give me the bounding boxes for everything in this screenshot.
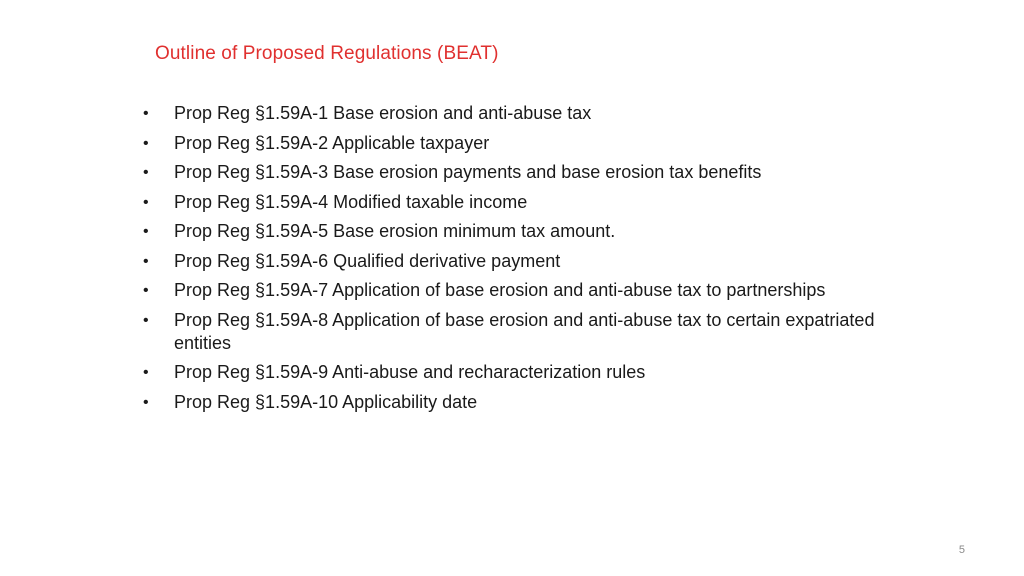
bullet-text: Prop Reg §1.59A-3 Base erosion payments and base erosion tax benefits bbox=[174, 162, 762, 182]
bullet-text: Prop Reg §1.59A-2 Applicable taxpayer bbox=[174, 132, 490, 153]
bullet-item-1 bbox=[143, 102, 903, 125]
bullet-icon: • bbox=[143, 193, 149, 211]
bullet-text: Prop Reg §1.59A-8 Application of base erosion and anti-abuse tax to certain expatriated entities bbox=[174, 309, 875, 353]
bullet-item-4 bbox=[143, 191, 903, 214]
bullet-icon: • bbox=[143, 164, 149, 181]
slide-title: Outline of Proposed Regulations (BEAT) bbox=[155, 43, 499, 64]
bullet-icon: • bbox=[143, 311, 149, 329]
bullet-icon: • bbox=[143, 252, 149, 270]
bullet-item-10 bbox=[143, 391, 903, 414]
bullet-item-5 bbox=[143, 220, 903, 243]
bullet-icon: • bbox=[143, 393, 149, 411]
bullet-text: Prop Reg §1.59A-6 Qualified derivative payment bbox=[174, 250, 561, 271]
bullet-text: Prop Reg §1.59A-4 Modified taxable income bbox=[174, 191, 528, 212]
bullet-item-2 bbox=[143, 132, 903, 155]
bullet-item-6 bbox=[143, 250, 903, 273]
bullet-text: Prop Reg §1.59A-9 Anti-abuse and recharacterization rules bbox=[174, 362, 646, 382]
bullet-text: Prop Reg §1.59A-10 Applicability date bbox=[174, 391, 478, 412]
bullet-item-8 bbox=[143, 309, 903, 355]
bullet-item-7 bbox=[143, 279, 903, 302]
slide-number: 5 bbox=[958, 544, 965, 556]
bullet-icon: • bbox=[143, 134, 149, 152]
bullet-icon: • bbox=[143, 223, 149, 240]
bullet-icon: • bbox=[143, 364, 149, 381]
bullet-icon: • bbox=[143, 105, 149, 122]
bullet-item-9 bbox=[143, 361, 903, 384]
bullet-list bbox=[143, 102, 903, 420]
bullet-text: Prop Reg §1.59A-1 Base erosion and anti-abuse tax bbox=[174, 103, 592, 123]
bullet-text: Prop Reg §1.59A-7 Application of base erosion and anti-abuse tax to partnerships bbox=[174, 280, 826, 300]
bullet-text: Prop Reg §1.59A-5 Base erosion minimum tax amount. bbox=[174, 221, 616, 241]
bullet-item-3 bbox=[143, 161, 903, 184]
bullet-icon: • bbox=[143, 282, 149, 299]
